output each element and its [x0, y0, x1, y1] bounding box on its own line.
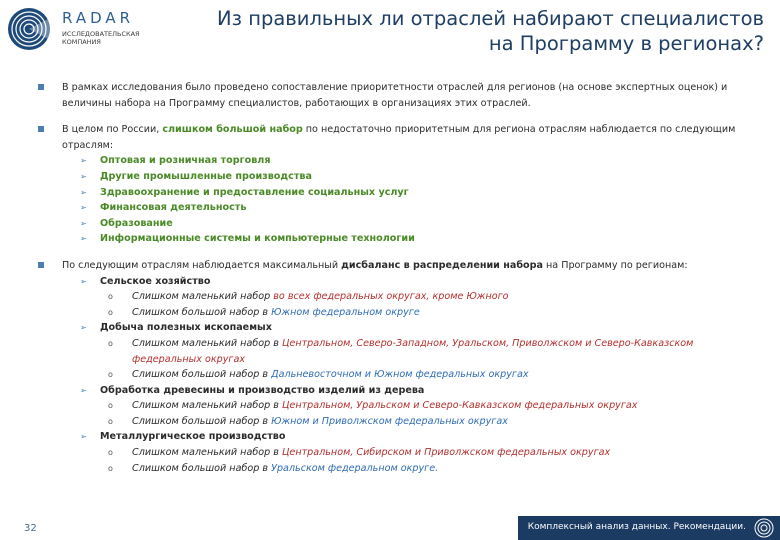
circle-bullet-icon: o: [108, 307, 113, 317]
sector-detail: o Слишком большой набор в Уральском федеральном округе.: [100, 461, 750, 477]
arrow-bullet-icon: ➢: [80, 171, 87, 181]
sector-detail: o Слишком маленький набор в Центральном, Сибирском и Приволжском федеральных округах: [100, 445, 750, 461]
arrow-bullet-icon: ➢: [80, 432, 87, 442]
logo-name: RADAR: [62, 9, 135, 27]
circle-bullet-icon: o: [108, 401, 113, 411]
arrow-bullet-icon: ➢: [80, 234, 87, 244]
industry-item: ➢ Здравоохранение и предоставление социальных услуг: [78, 185, 750, 201]
square-bullet-icon: [38, 84, 44, 90]
square-bullet-icon: [38, 126, 44, 132]
arrow-bullet-icon: ➢: [80, 276, 87, 286]
industry-item: ➢ Другие промышленные производства: [78, 169, 750, 185]
page-number: 32: [24, 523, 37, 534]
radar-logo-icon: [6, 6, 52, 52]
sector-item: ➢ Металлургическое производство: [78, 429, 750, 445]
circle-bullet-icon: o: [108, 448, 113, 458]
circle-bullet-icon: o: [108, 416, 113, 426]
bullet-1-text: В рамках исследования было проведено сопоставление приоритетности отраслей для регионов (на основе экспертных оценок) и величины набора на Программу специалистов, работающих в организациях этих отраслей.: [62, 82, 728, 109]
circle-bullet-icon: o: [108, 292, 113, 302]
circle-bullet-icon: o: [108, 370, 113, 380]
bullet-2: [38, 122, 750, 247]
page-title: [164, 6, 764, 56]
bullet-3: [38, 258, 750, 476]
circle-bullet-icon: o: [108, 463, 113, 473]
sector-item: ➢ Сельское хозяйство: [78, 274, 750, 290]
sector-item: ➢ Добыча полезных ископаемых: [78, 320, 750, 336]
arrow-bullet-icon: ➢: [80, 218, 87, 228]
slide-content: [38, 80, 750, 487]
industry-item: ➢ Информационные системы и компьютерные технологии: [78, 231, 750, 247]
bullet-3-text-c: на Программу по регионам:: [542, 259, 688, 271]
arrow-bullet-icon: ➢: [80, 323, 87, 333]
circle-bullet-icon: o: [108, 338, 113, 348]
title-line-1: Из правильных ли отраслей набирают специалистов: [217, 7, 764, 30]
bullet-2-highlight: слишком большой набор: [162, 124, 303, 136]
industry-item: ➢ Оптовая и розничная торговля: [78, 153, 750, 169]
bullet-1: [38, 80, 750, 111]
arrow-bullet-icon: ➢: [80, 156, 87, 166]
arrow-bullet-icon: ➢: [80, 385, 87, 395]
radar-mark-icon: [754, 518, 774, 538]
company-logo: [6, 6, 186, 54]
sector-detail: o Слишком маленький набор во всех федеральных округах, кроме Южного: [100, 289, 750, 305]
industry-item: ➢ Финансовая деятельность: [78, 200, 750, 216]
title-line-2: на Программу в регионах?: [488, 32, 764, 55]
bullet-2-text-c: по недостаточно приоритетным для региона отраслям наблюдается по следующим отраслям:: [62, 124, 736, 151]
slide-footer: [0, 514, 780, 540]
bullet-3-text-a: По следующим отраслям наблюдается максимальный: [62, 259, 342, 271]
industry-item: ➢ Образование: [78, 216, 750, 232]
bullet-3-highlight: дисбаланс в распределении набора: [341, 259, 543, 271]
sector-detail: o Слишком большой набор в Южном и Приволжском федеральных округах: [100, 414, 750, 430]
sector-detail: o Слишком маленький набор в Центральном, Уральском и Северо-Кавказском федеральных округах: [100, 398, 750, 414]
arrow-bullet-icon: ➢: [80, 203, 87, 213]
sector-item: ➢ Обработка древесины и производство изделий из дерева: [78, 383, 750, 399]
sector-detail: o Слишком большой набор в Южном федеральном округе: [100, 305, 750, 321]
square-bullet-icon: [38, 262, 44, 268]
sector-detail: o Слишком маленький набор в Центральном, Северо-Западном, Уральском, Приволжском и Северо-Кавказском федеральных округах: [108, 337, 694, 365]
footer-text: Комплексный анализ данных. Рекомендации.: [527, 522, 746, 532]
arrow-bullet-icon: ➢: [80, 187, 87, 197]
bullet-2-text-a: В целом по России,: [62, 124, 163, 136]
logo-subtitle: ИССЛЕДОВАТЕЛЬСКАЯ КОМПАНИЯ: [62, 30, 140, 46]
footer-bar: [518, 516, 780, 540]
sector-detail: o Слишком большой набор в Дальневосточном и Южном федеральных округах: [100, 367, 750, 383]
